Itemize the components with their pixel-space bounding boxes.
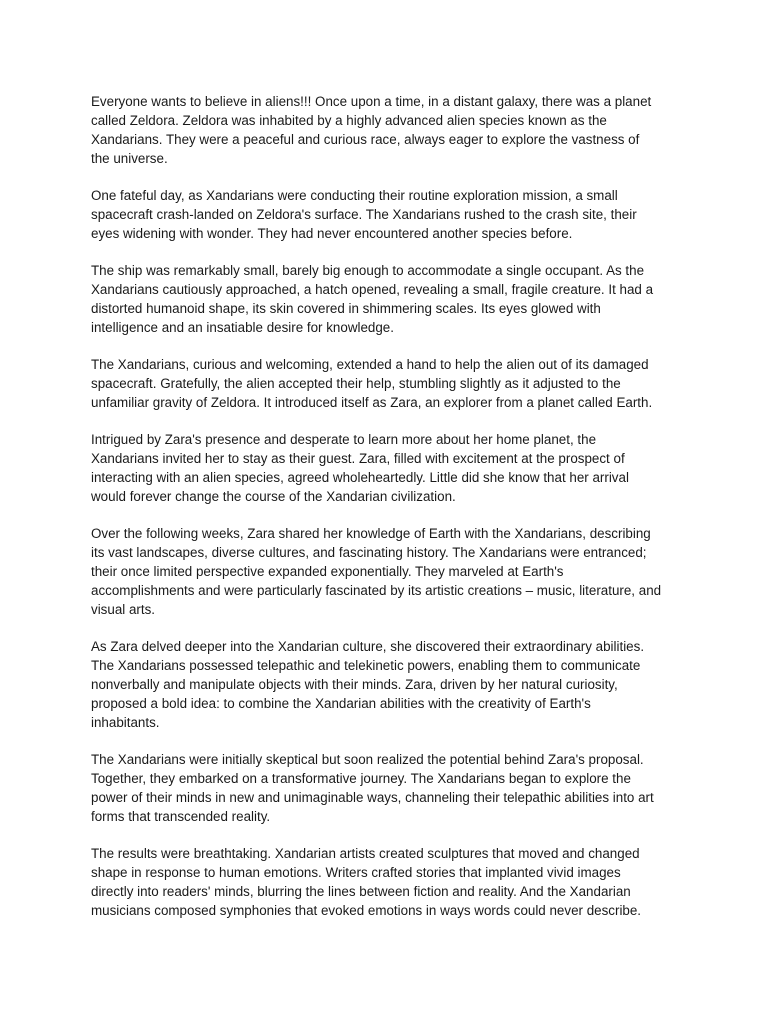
document-body <box>91 92 691 938</box>
paragraph: The Xandarians were initially skeptical but soon realized the potential behind Zara's proposal. Together, they embarked on a transformative journey. The Xandarians began to explore the power of their minds in new and unimaginable ways, channeling their telepathic abilities into art forms that transcended reality. <box>91 752 654 824</box>
paragraph: Over the following weeks, Zara shared her knowledge of Earth with the Xandarians, describing its vast landscapes, diverse cultures, and fascinating history. The Xandarians were entranced; their once limited perspective expanded exponentially. They marveled at Earth's accomplishments and were particularly fascinated by its artistic creations – music, literature, and visual arts. <box>91 526 662 617</box>
paragraph: Everyone wants to believe in aliens!!! Once upon a time, in a distant galaxy, there was a planet called Zeldora. Zeldora was inhabited by a highly advanced alien species known as the Xandarians. They were a peaceful and curious race, always eager to explore the vastness of the universe. <box>91 94 652 166</box>
paragraph: The Xandarians, curious and welcoming, extended a hand to help the alien out of its damaged spacecraft. Gratefully, the alien accepted their help, stumbling slightly as it adjusted to the unfamiliar gravity of Zeldora. It introduced itself as Zara, an explorer from a planet called Earth. <box>91 357 653 410</box>
paragraph: The ship was remarkably small, barely big enough to accommodate a single occupant. As the Xandarians cautiously approached, a hatch opened, revealing a small, fragile creature. It had a distorted humanoid shape, its skin covered in shimmering scales. Its eyes glowed with intelligence and an insatiable desire for knowledge. <box>91 263 654 335</box>
paragraph: Intrigued by Zara's presence and desperate to learn more about her home planet, the Xandarians invited her to stay as their guest. Zara, filled with excitement at the prospect of interacting with an alien species, agreed wholeheartedly. Little did she know that her arrival would forever change the course of the Xandarian civilization. <box>91 432 629 504</box>
paragraph: As Zara delved deeper into the Xandarian culture, she discovered their extraordinary abilities. The Xandarians possessed telepathic and telekinetic powers, enabling them to communicate nonverbally and manipulate objects with their minds. Zara, driven by her natural curiosity, proposed a bold idea: to combine the Xandarian abilities with the creativity of Earth's inhabitants. <box>91 639 645 730</box>
paragraph: The results were breathtaking. Xandarian artists created sculptures that moved and changed shape in response to human emotions. Writers crafted stories that implanted vivid images directly into readers' minds, blurring the lines between fiction and reality. And the Xandarian musicians composed symphonies that evoked emotions in ways words could never describe. <box>91 846 642 918</box>
paragraph: One fateful day, as Xandarians were conducting their routine exploration mission, a small spacecraft crash-landed on Zeldora's surface. The Xandarians rushed to the crash site, their eyes widening with wonder. They had never encountered another species before. <box>91 188 637 241</box>
